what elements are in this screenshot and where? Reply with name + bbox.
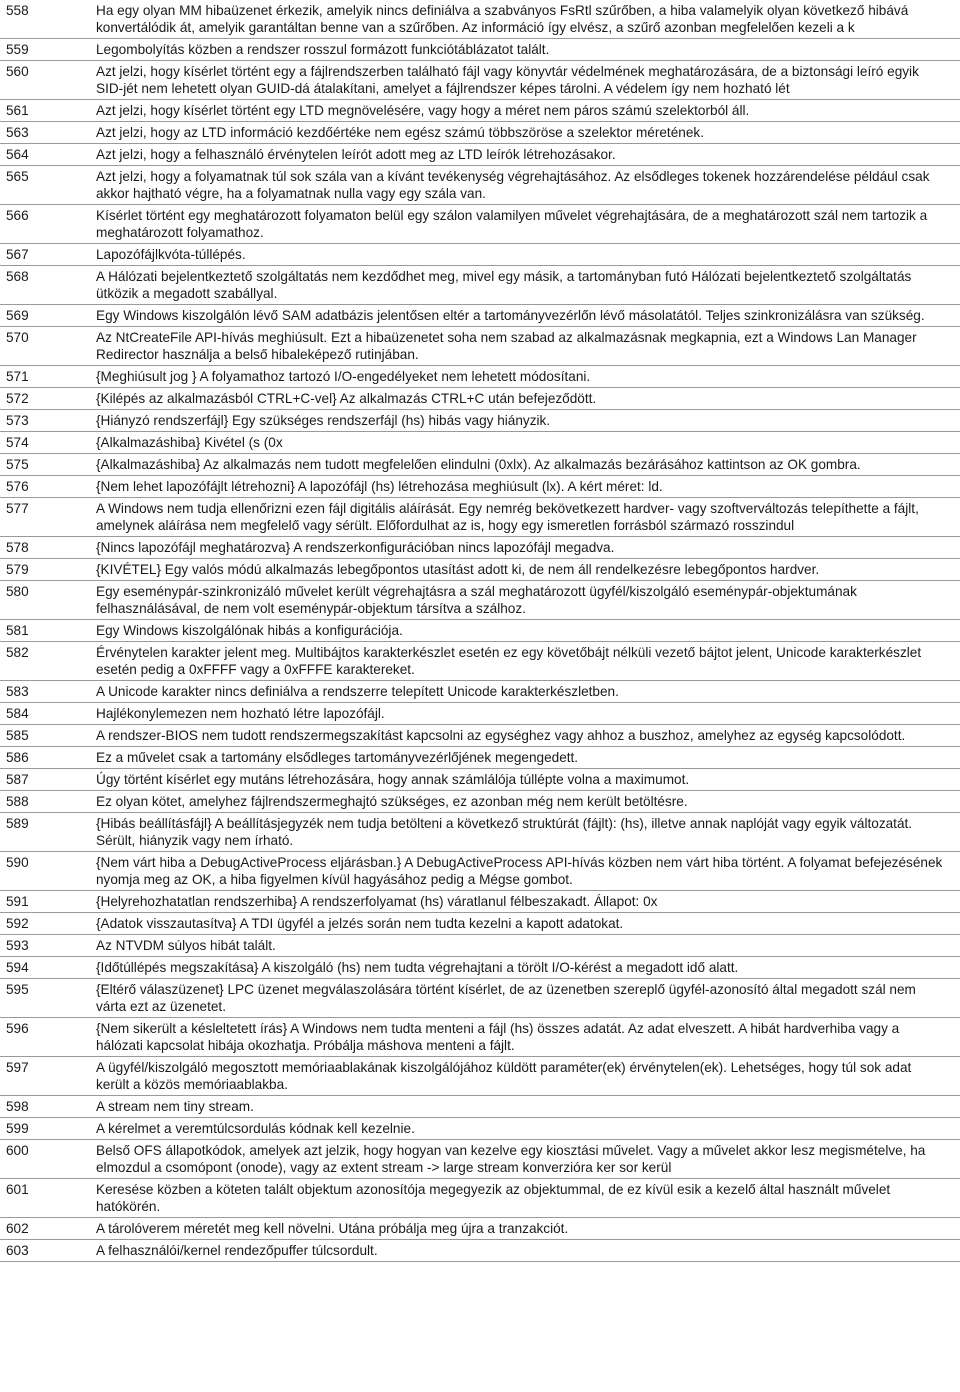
table-row [0, 979, 960, 1018]
error-description-cell: Azt jelzi, hogy kísérlet történt egy LTD megnövelésére, vagy hogy a méret nem páros számú szelektorból áll. [96, 100, 960, 122]
error-description-cell: {Nem lehet lapozófájlt létrehozni} A lapozófájl (hs) létrehozása meghiúsult (lx). A kért méret: ld. [96, 476, 960, 498]
table-row [0, 769, 960, 791]
table-row [0, 1118, 960, 1140]
error-code-cell: 578 [0, 537, 96, 559]
error-code-cell: 593 [0, 935, 96, 957]
error-code-cell: 588 [0, 791, 96, 813]
error-description-cell: {Alkalmazáshiba} Kivétel (s (0x [96, 432, 960, 454]
error-code-cell: 599 [0, 1118, 96, 1140]
error-description-cell: A Windows nem tudja ellenőrizni ezen fájl digitális aláírását. Egy nemrég bekövetkezett hardver- vagy szoftverváltozás telepíthette a fájlt, amelynek aláírása nem megfelelő vagy sérült. Előfordulhat az is, hogy egy ismeretlen forrásból származó rosszindul [96, 498, 960, 537]
error-code-cell: 567 [0, 244, 96, 266]
error-code-cell: 563 [0, 122, 96, 144]
table-row [0, 537, 960, 559]
error-description-cell: Úgy történt kísérlet egy mutáns létrehozására, hogy annak számlálója túllépte volna a maximumot. [96, 769, 960, 791]
error-code-cell: 596 [0, 1018, 96, 1057]
table-row [0, 410, 960, 432]
table-row [0, 1057, 960, 1096]
table-row [0, 581, 960, 620]
table-row [0, 957, 960, 979]
table-row [0, 39, 960, 61]
table-row [0, 681, 960, 703]
error-code-cell: 581 [0, 620, 96, 642]
table-row [0, 913, 960, 935]
error-description-cell: {Kilépés az alkalmazásból CTRL+C-vel} Az alkalmazás CTRL+C után befejeződött. [96, 388, 960, 410]
error-description-cell: {Nem várt hiba a DebugActiveProcess eljárásban.} A DebugActiveProcess API-hívás közben nem várt hiba történt. A folyamat befejezésének nyomja meg az OK, a hiba figyelmen kívül hagyásához pedig a Mégse gombot. [96, 852, 960, 891]
table-row [0, 935, 960, 957]
table-row [0, 891, 960, 913]
error-code-cell: 591 [0, 891, 96, 913]
error-description-cell: {Meghiúsult jog } A folyamathoz tartozó I/O-engedélyeket nem lehetett módosítani. [96, 366, 960, 388]
error-description-cell: {Időtúllépés megszakítása} A kiszolgáló (hs) nem tudta végrehajtani a törölt I/O-kérést a megadott idő alatt. [96, 957, 960, 979]
error-description-cell: Keresése közben a köteten talált objektum azonosítója megegyezik az objektummal, de ez kívül esik a kezelő által használt művelet hatókörén. [96, 1179, 960, 1218]
error-code-cell: 585 [0, 725, 96, 747]
table-row [0, 100, 960, 122]
table-row [0, 791, 960, 813]
error-code-cell: 602 [0, 1218, 96, 1240]
error-code-cell: 559 [0, 39, 96, 61]
error-description-cell: Ez olyan kötet, amelyhez fájlrendszermeghajtó szükséges, ez azonban még nem került betöltésre. [96, 791, 960, 813]
error-code-cell: 577 [0, 498, 96, 537]
table-row [0, 205, 960, 244]
error-code-cell: 584 [0, 703, 96, 725]
error-code-cell: 565 [0, 166, 96, 205]
error-code-cell: 561 [0, 100, 96, 122]
error-description-cell: {Hibás beállításfájl} A beállításjegyzék nem tudja betölteni a következő struktúrát (fájlt): (hs), illetve annak naplóját vagy egyik változatát. Sérült, hiányzik vagy nem írható. [96, 813, 960, 852]
error-code-cell: 571 [0, 366, 96, 388]
table-row [0, 476, 960, 498]
table-row [0, 747, 960, 769]
error-code-cell: 601 [0, 1179, 96, 1218]
table-row [0, 1096, 960, 1118]
error-code-cell: 594 [0, 957, 96, 979]
table-row [0, 122, 960, 144]
table-row [0, 813, 960, 852]
table-row [0, 305, 960, 327]
table-row [0, 642, 960, 681]
table-row [0, 1140, 960, 1179]
error-description-cell: {Eltérő válaszüzenet} LPC üzenet megválaszolására történt kísérlet, de az üzenetben szereplő ügyfél-azonosító által megadott szál nem várta ezt az üzenetet. [96, 979, 960, 1018]
table-row [0, 620, 960, 642]
error-description-cell: Azt jelzi, hogy kísérlet történt egy a fájlrendszerben található fájl vagy könyvtár védelmének meghatározására, de a biztonsági leíró egyik SID-jét nem lehetett olyan GUID-dá átalakítani, amelyet a fájlrendszer képes tárolni. A védelem így nem hozható lét [96, 61, 960, 100]
table-row [0, 559, 960, 581]
error-code-cell: 582 [0, 642, 96, 681]
table-row [0, 432, 960, 454]
error-description-cell: Lapozófájlkvóta-túllépés. [96, 244, 960, 266]
error-code-cell: 603 [0, 1240, 96, 1262]
error-description-cell: Azt jelzi, hogy a felhasználó érvénytelen leírót adott meg az LTD leírók létrehozásakor. [96, 144, 960, 166]
error-code-cell: 587 [0, 769, 96, 791]
error-description-cell: {Alkalmazáshiba} Az alkalmazás nem tudott megfelelően elindulni (0xlx). Az alkalmazás bezárásához kattintson az OK gombra. [96, 454, 960, 476]
error-code-cell: 564 [0, 144, 96, 166]
error-description-cell: Legombolyítás közben a rendszer rosszul formázott funkciótáblázatot talált. [96, 39, 960, 61]
table-row [0, 498, 960, 537]
error-description-cell: Ha egy olyan MM hibaüzenet érkezik, amelyik nincs definiálva a szabványos FsRtl szűrőben, a hiba valamelyik olyan következő hibává konvertálódik át, amelyik garantáltan benne van a szűrőben. Az információ így elvész, a szűrő azonban megfelelően kezeli a k [96, 0, 960, 39]
error-description-cell: A Unicode karakter nincs definiálva a rendszerre telepített Unicode karakterkészletben. [96, 681, 960, 703]
error-code-cell: 560 [0, 61, 96, 100]
error-description-cell: Egy Windows kiszolgálón lévő SAM adatbázis jelentősen eltér a tartományvezérlőn lévő másolatától. Teljes szinkronizálásra van szükség. [96, 305, 960, 327]
error-description-cell: {Helyrehozhatatlan rendszerhiba} A rendszerfolyamat (hs) váratlanul félbeszakadt. Állapot: 0x [96, 891, 960, 913]
error-code-cell: 566 [0, 205, 96, 244]
error-code-cell: 589 [0, 813, 96, 852]
error-description-cell: Ez a művelet csak a tartomány elsődleges tartományvezérlőjének megengedett. [96, 747, 960, 769]
error-description-cell: A felhasználói/kernel rendezőpuffer túlcsordult. [96, 1240, 960, 1262]
error-code-cell: 600 [0, 1140, 96, 1179]
error-code-cell: 569 [0, 305, 96, 327]
error-code-cell: 580 [0, 581, 96, 620]
error-code-cell: 592 [0, 913, 96, 935]
error-code-cell: 583 [0, 681, 96, 703]
table-row [0, 61, 960, 100]
table-row [0, 852, 960, 891]
error-code-cell: 558 [0, 0, 96, 39]
error-description-cell: Érvénytelen karakter jelent meg. Multibájtos karakterkészlet esetén ez egy követőbájt nélküli vezető bájtot jelent, Unicode karakterkészlet esetén pedig a 0xFFFF vagy a 0xFFFE karaktereket. [96, 642, 960, 681]
error-code-cell: 572 [0, 388, 96, 410]
error-description-cell: {Nem sikerült a késleltetett írás} A Windows nem tudta menteni a fájl (hs) összes adatát. Az adat elveszett. A hibát hardverhiba vagy a hálózati kapcsolat hibája okozhatja. Próbálja máshova menteni a fájlt. [96, 1018, 960, 1057]
table-row [0, 1018, 960, 1057]
error-code-cell: 570 [0, 327, 96, 366]
table-row [0, 454, 960, 476]
table-row [0, 144, 960, 166]
table-row [0, 725, 960, 747]
error-description-cell: Hajlékonylemezen nem hozható létre lapozófájl. [96, 703, 960, 725]
error-description-cell: Azt jelzi, hogy a folyamatnak túl sok szála van a kívánt tevékenység végrehajtásához. Az elsődleges tokenek hozzárendelése például csak akkor hajtható végre, ha a folyamatnak nulla vagy egy szála van. [96, 166, 960, 205]
error-description-cell: {Adatok visszautasítva} A TDI ügyfél a jelzés során nem tudta kezelni a kapott adatokat. [96, 913, 960, 935]
error-description-cell: {Hiányzó rendszerfájl} Egy szükséges rendszerfájl (hs) hibás vagy hiányzik. [96, 410, 960, 432]
error-description-cell: Azt jelzi, hogy az LTD információ kezdőértéke nem egész számú többszöröse a szelektor méretének. [96, 122, 960, 144]
error-description-cell: Az NTVDM súlyos hibát talált. [96, 935, 960, 957]
error-description-cell: Kísérlet történt egy meghatározott folyamaton belül egy szálon valamilyen művelet végrehajtására, de a meghatározott szál nem tartozik a meghatározott folyamathoz. [96, 205, 960, 244]
error-code-cell: 595 [0, 979, 96, 1018]
table-row [0, 1240, 960, 1262]
table-row [0, 388, 960, 410]
table-row [0, 1218, 960, 1240]
error-description-cell: Egy eseménypár-szinkronizáló művelet került végrehajtásra a szál meghatározott ügyfél/kiszolgáló eseménypár-objektumának felhasználásával, de nem volt eseménypár-objektum társítva a szálhoz. [96, 581, 960, 620]
error-code-cell: 575 [0, 454, 96, 476]
error-description-cell: A rendszer-BIOS nem tudott rendszermegszakítást kapcsolni az egységhez vagy ahhoz a buszhoz, amelyhez az egység kapcsolódott. [96, 725, 960, 747]
error-description-cell: A kérelmet a veremtúlcsordulás kódnak kell kezelnie. [96, 1118, 960, 1140]
table-row [0, 703, 960, 725]
error-code-cell: 590 [0, 852, 96, 891]
error-code-cell: 598 [0, 1096, 96, 1118]
table-row [0, 244, 960, 266]
error-code-cell: 579 [0, 559, 96, 581]
error-description-cell: Belső OFS állapotkódok, amelyek azt jelzik, hogy hogyan van kezelve egy kiosztási művelet. Vagy a művelet akkor lesz megismételve, ha elmozdul a csomópont (onode), vagy az extent stream -> large stream konverzióra ker sor kerül [96, 1140, 960, 1179]
error-description-cell: {Nincs lapozófájl meghatározva} A rendszerkonfigurációban nincs lapozófájl megadva. [96, 537, 960, 559]
error-description-cell: A tárolóverem méretét meg kell növelni. Utána próbálja meg újra a tranzakciót. [96, 1218, 960, 1240]
error-code-cell: 573 [0, 410, 96, 432]
error-code-cell: 574 [0, 432, 96, 454]
table-row [0, 266, 960, 305]
table-row [0, 366, 960, 388]
error-description-cell: Az NtCreateFile API-hívás meghiúsult. Ezt a hibaüzenetet soha nem szabad az alkalmazásnak megkapnia, ezt a Windows Lan Manager Redirector használja a belső hibaleképező rutinjában. [96, 327, 960, 366]
error-code-cell: 568 [0, 266, 96, 305]
error-description-cell: {KIVÉTEL} Egy valós módú alkalmazás lebegőpontos utasítást adott ki, de nem áll rendelkezésre lebegőpontos hardver. [96, 559, 960, 581]
table-row [0, 1179, 960, 1218]
table-row [0, 327, 960, 366]
error-description-cell: A stream nem tiny stream. [96, 1096, 960, 1118]
error-code-cell: 597 [0, 1057, 96, 1096]
table-row [0, 166, 960, 205]
error-description-cell: A ügyfél/kiszolgáló megosztott memóriaablakának kiszolgálójához küldött paraméter(ek) érvénytelen(ek). Lehetséges, hogy túl sok adat került a közös memóriaablakba. [96, 1057, 960, 1096]
error-description-cell: A Hálózati bejelentkeztető szolgáltatás nem kezdődhet meg, mivel egy másik, a tartományban futó Hálózati bejelentkeztető szolgáltatás ütközik a megadott szabállyal. [96, 266, 960, 305]
error-description-cell: Egy Windows kiszolgálónak hibás a konfigurációja. [96, 620, 960, 642]
error-code-cell: 576 [0, 476, 96, 498]
error-code-cell: 586 [0, 747, 96, 769]
table-row [0, 0, 960, 39]
